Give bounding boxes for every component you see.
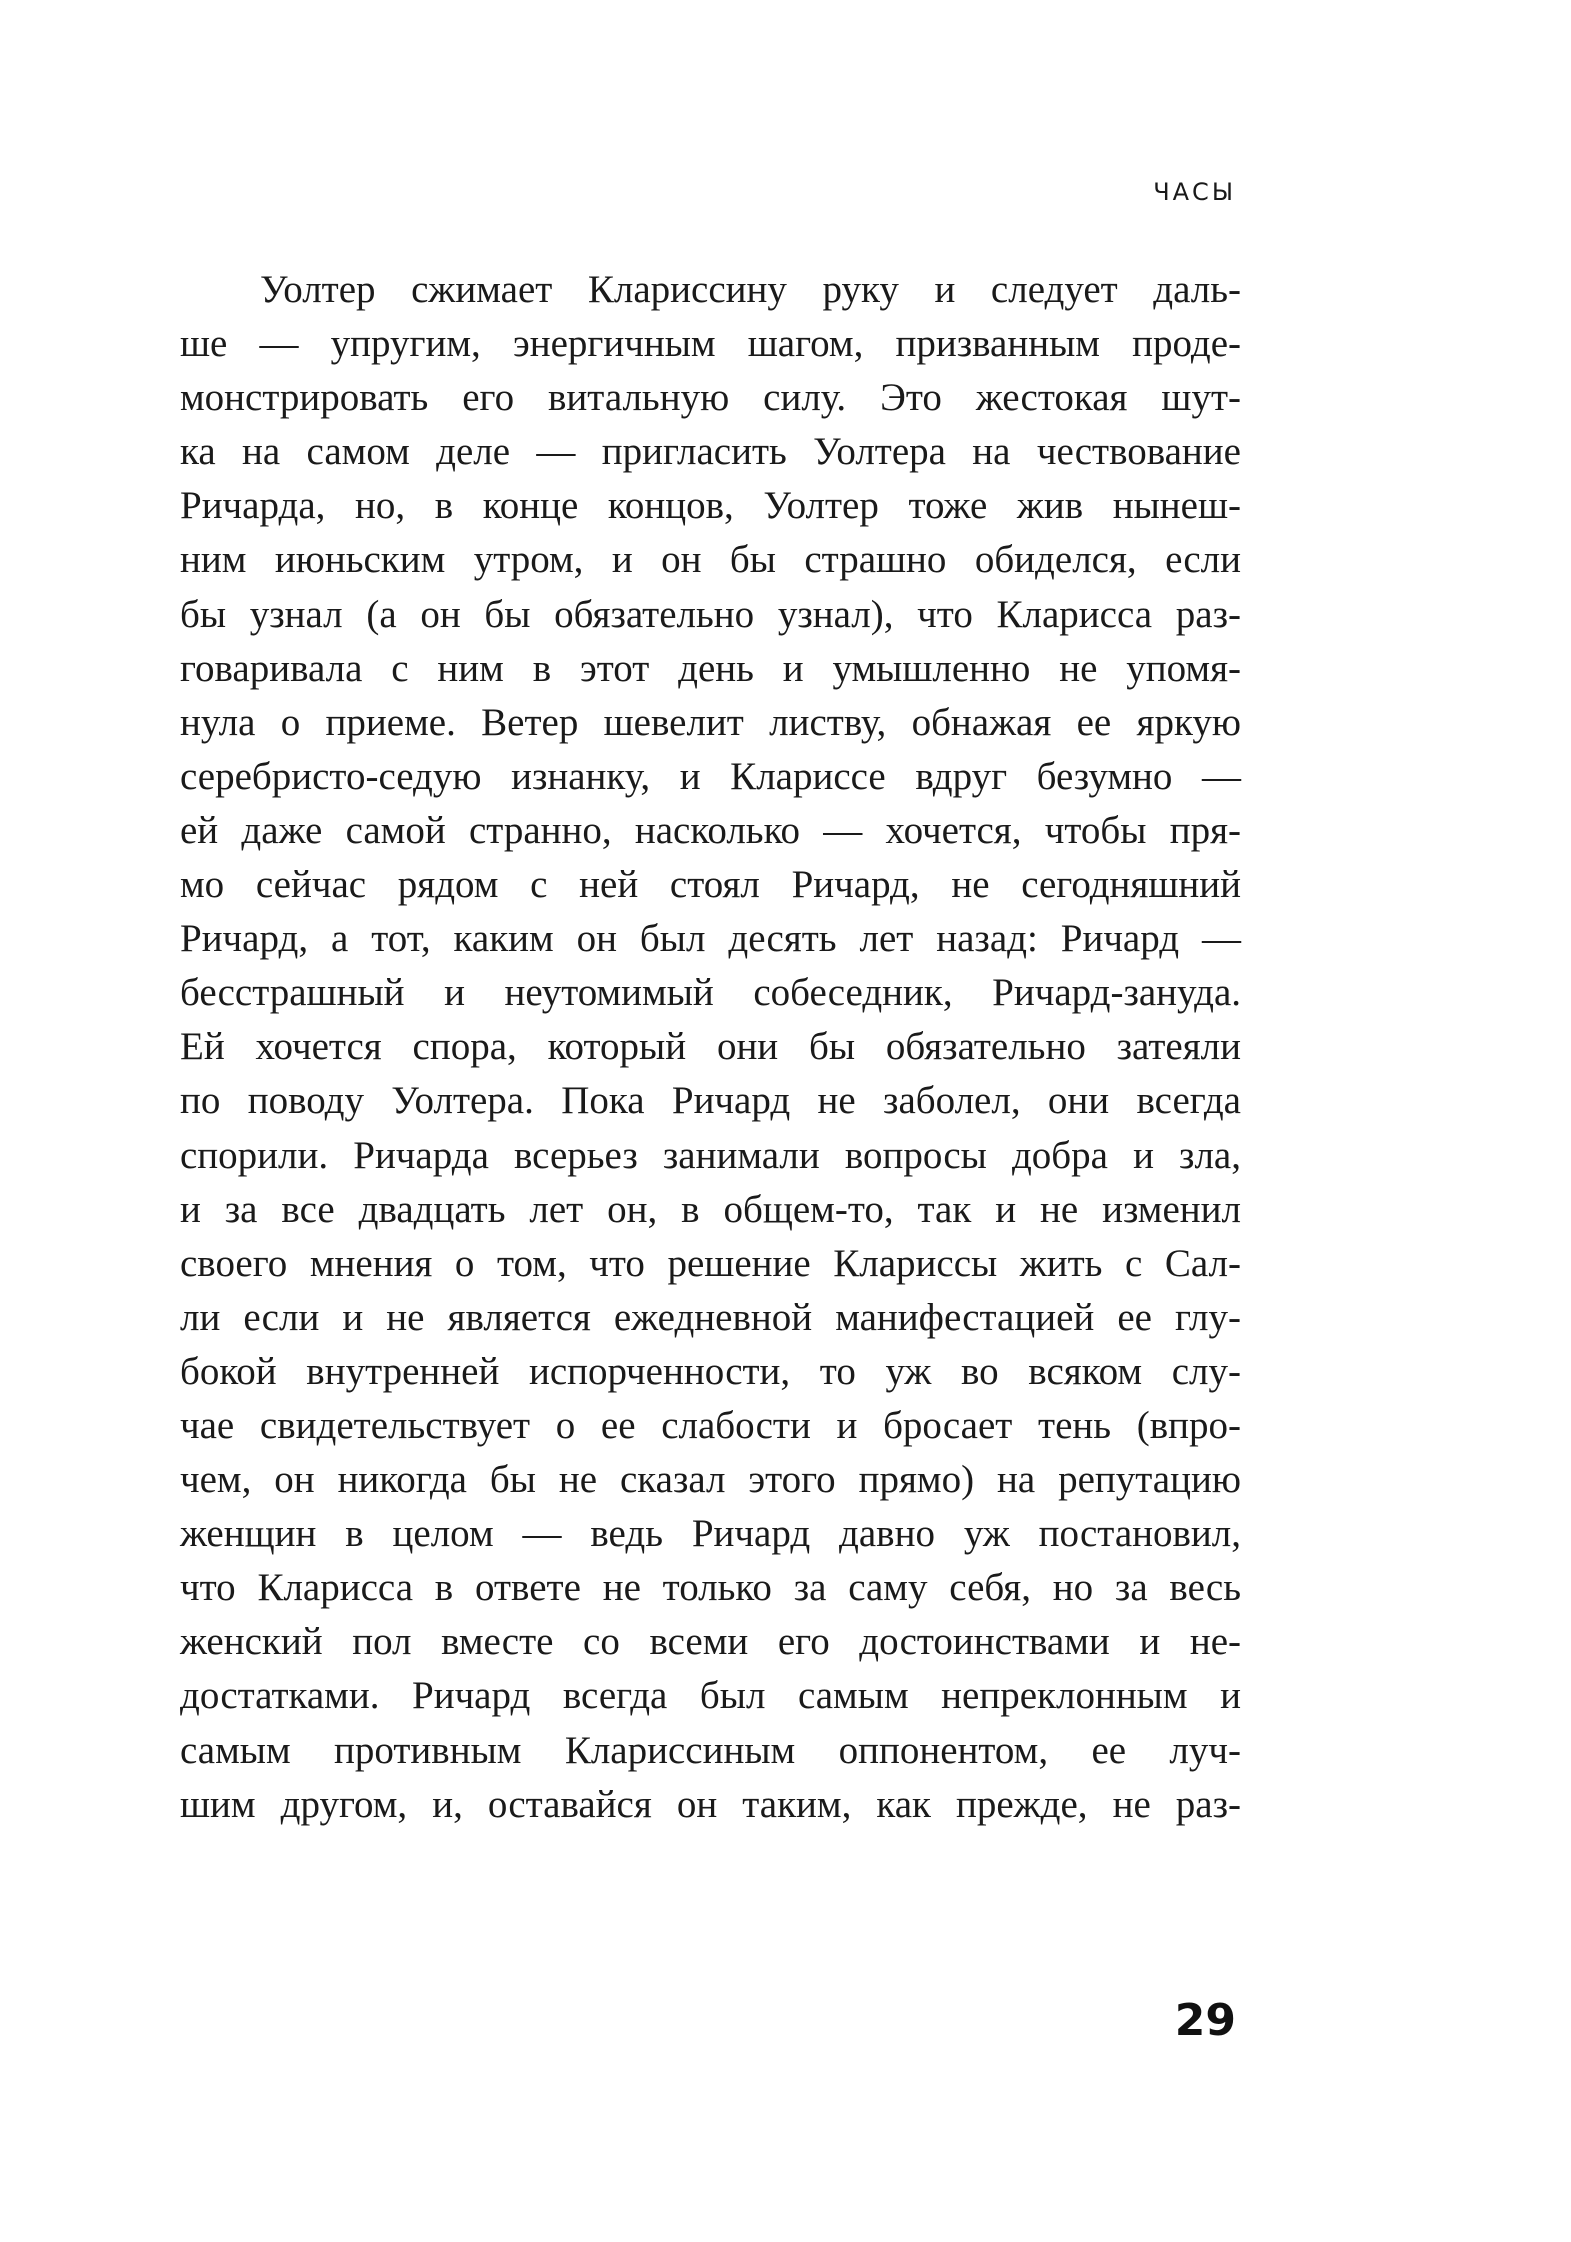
text-line: ей даже самой странно, насколько — хочется, чтобы пря-	[180, 808, 1241, 852]
running-head: ЧАСЫ	[1153, 178, 1236, 206]
text-line: говаривала с ним в этот день и умышленно не упомя-	[180, 646, 1241, 690]
page-number: 29	[1174, 1995, 1236, 2046]
text-line: самым противным Клариссиным оппонентом, ее луч-	[180, 1728, 1241, 1772]
text-line: бесстрашный и неутомимый собеседник, Ричард-зануда.	[180, 971, 1241, 1015]
text-line: чае свидетельствует о ее слабости и бросает тень (впро-	[180, 1403, 1241, 1447]
body-text	[180, 263, 1241, 1832]
text-line: и за все двадцать лет он, в общем-то, так и не изменил	[180, 1187, 1241, 1231]
text-line: шим другом, и, оставайся он таким, как прежде, не раз-	[180, 1782, 1241, 1826]
text-line: ше — упругим, энергичным шагом, призванным проде-	[180, 322, 1241, 366]
text-line: женщин в целом — ведь Ричард давно уж постановил,	[180, 1512, 1241, 1556]
text-line: ка на самом деле — пригласить Уолтера на чествование	[180, 430, 1241, 474]
text-line: своего мнения о том, что решение Клариссы жить с Сал-	[180, 1241, 1241, 1285]
text-line: Уолтер сжимает Клариссину руку и следует даль-	[260, 268, 1241, 311]
text-line: нула о приеме. Ветер шевелит листву, обнажая ее яркую	[180, 700, 1241, 744]
text-line: по поводу Уолтера. Пока Ричард не заболел, они всегда	[180, 1079, 1241, 1123]
text-line: Ричарда, но, в конце концов, Уолтер тоже жив нынеш-	[180, 484, 1241, 528]
text-line: ним июньским утром, и он бы страшно обиделся, если	[180, 538, 1241, 582]
text-line: Ей хочется спора, который они бы обязательно затеяли	[180, 1025, 1241, 1069]
text-line: достатками. Ричард всегда был самым непреклонным и	[180, 1674, 1241, 1718]
text-line: ли если и не является ежедневной манифестацией ее глу-	[180, 1295, 1241, 1339]
text-line: серебристо-седую изнанку, и Клариссе вдруг безумно —	[180, 754, 1241, 798]
text-line: бы узнал (а он бы обязательно узнал), что Кларисса раз-	[180, 592, 1241, 636]
text-line: что Кларисса в ответе не только за саму себя, но за весь	[180, 1566, 1241, 1610]
text-line: женский пол вместе со всеми его достоинствами и не-	[180, 1620, 1241, 1664]
text-line: бокой внутренней испорченности, то уж во всяком слу-	[180, 1349, 1241, 1393]
text-line: спорили. Ричарда всерьез занимали вопросы добра и зла,	[180, 1133, 1241, 1177]
text-line: монстрировать его витальную силу. Это жестокая шут-	[180, 376, 1241, 420]
text-line: мо сейчас рядом с ней стоял Ричард, не сегодняшний	[180, 863, 1241, 907]
text-line: чем, он никогда бы не сказал этого прямо) на репутацию	[180, 1458, 1241, 1502]
text-line: Ричард, а тот, каким он был десять лет назад: Ричард —	[180, 917, 1241, 961]
